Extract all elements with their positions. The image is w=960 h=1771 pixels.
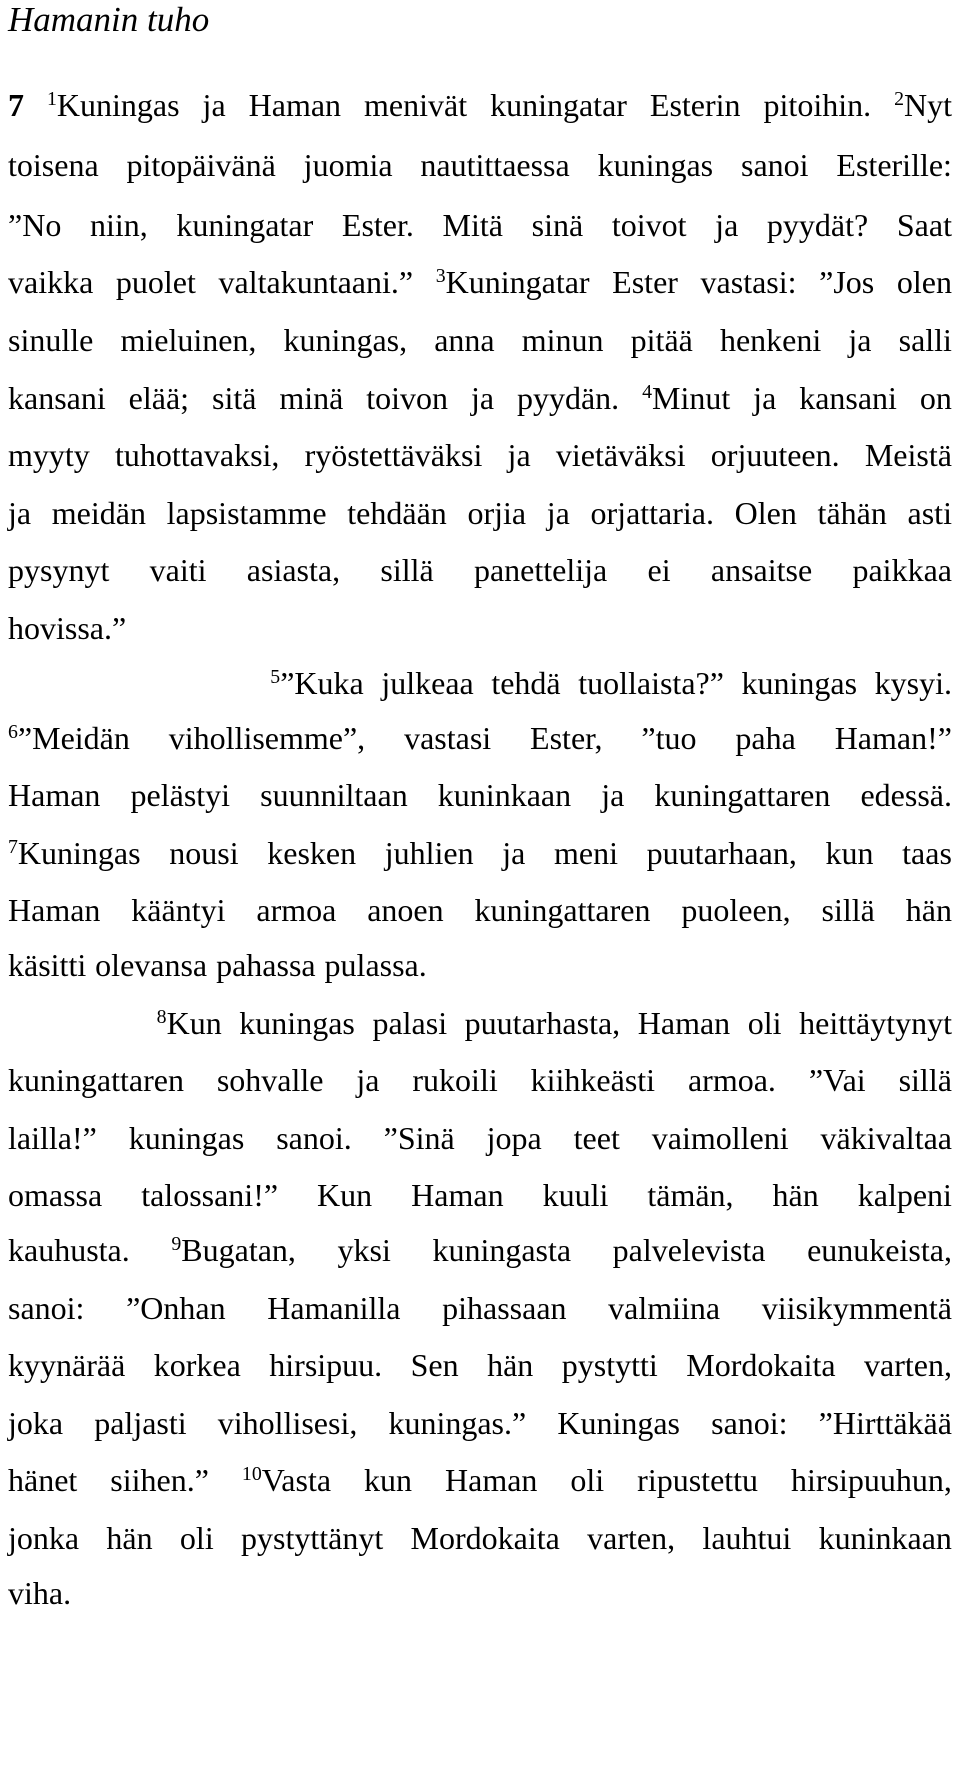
word: $^2$Nyt — [894, 87, 952, 123]
word: ei — [647, 552, 671, 588]
word: menivät — [364, 87, 468, 123]
word: anna — [434, 322, 495, 358]
word: Mordokaita — [686, 1347, 836, 1383]
word: pahassa — [216, 947, 316, 983]
word: ja — [356, 1062, 380, 1098]
word: talossani!” — [141, 1177, 279, 1213]
word: sillä — [821, 892, 875, 928]
text-line — [8, 890, 952, 930]
word: Mordokaita — [410, 1520, 560, 1556]
word: pihassaan — [442, 1290, 567, 1326]
word: oli — [570, 1462, 605, 1498]
word: kuningas, — [283, 322, 408, 358]
word: kuningatar — [490, 87, 627, 123]
word: pyydät? — [766, 207, 869, 243]
text-line — [8, 320, 952, 360]
text-line — [8, 435, 952, 475]
word: $^{10}$Vasta — [241, 1462, 332, 1498]
word: hovissa.” — [8, 610, 127, 646]
word: Kun — [317, 1177, 373, 1213]
word: taas — [902, 835, 952, 871]
word: toivon — [366, 380, 449, 416]
word: ryöstettäväksi — [304, 437, 483, 473]
word: hän — [487, 1347, 534, 1383]
word: paha — [735, 720, 796, 756]
verse-number: 5 — [270, 666, 281, 689]
word: kääntyi — [131, 892, 226, 928]
word: asiasta, — [246, 552, 341, 588]
text-line — [8, 1403, 952, 1443]
word: puoleen, — [681, 892, 791, 928]
word: kiihkeästi — [530, 1062, 656, 1098]
word: tämän, — [647, 1177, 734, 1213]
verse-number: 2 — [894, 88, 904, 111]
word: Haman — [8, 777, 101, 813]
word: nautittaessa — [420, 147, 570, 183]
chapter-heading: Hamanin tuho — [8, 0, 210, 39]
word: kuningas — [239, 1005, 355, 1041]
word: pelästyi — [130, 777, 231, 813]
word: joka — [8, 1405, 64, 1441]
word: ja — [507, 437, 531, 473]
verse-number: 8 — [156, 1006, 167, 1029]
word: jonka — [8, 1520, 80, 1556]
word: salli — [898, 322, 952, 358]
word: vietäväksi — [555, 437, 686, 473]
word: kansani — [799, 380, 897, 416]
word: olevansa — [95, 947, 208, 983]
text-line — [8, 1060, 952, 1100]
word: heittäytynyt — [799, 1005, 952, 1041]
word: viisikymmentä — [761, 1290, 952, 1326]
word: ja — [502, 835, 526, 871]
word: palasi — [372, 1005, 448, 1041]
word: sitä — [211, 380, 257, 416]
word: meidän — [51, 495, 146, 531]
word: anoen — [367, 892, 444, 928]
word: kuninkaan — [437, 777, 572, 813]
word: hirsipuuhun, — [791, 1462, 952, 1498]
word: ja — [715, 207, 739, 243]
word: vastasi: — [700, 264, 797, 300]
word: mieluinen, — [120, 322, 257, 358]
text-line — [8, 663, 952, 703]
word: oli — [747, 1005, 782, 1041]
text-line — [8, 85, 952, 125]
word: ja — [202, 87, 226, 123]
word: valtakuntaani.” — [218, 264, 414, 300]
word: asti — [907, 495, 952, 531]
word: minun — [521, 322, 604, 358]
word: $^5$”Kuka — [270, 665, 364, 701]
word: vaimolleni — [651, 1120, 789, 1156]
word: $^7$Kuningas — [8, 835, 141, 871]
word: kuningasta — [432, 1232, 572, 1268]
text-line — [8, 1345, 952, 1385]
word: pysynyt — [8, 552, 110, 588]
word: panettelija — [473, 552, 608, 588]
word: elää; — [128, 380, 190, 416]
word: pitopäivänä — [126, 147, 276, 183]
word: julkeaa — [381, 665, 474, 701]
word: puutarhaan, — [646, 835, 797, 871]
word: tehdä — [491, 665, 561, 701]
word: ja — [753, 380, 777, 416]
word: yksi — [337, 1232, 391, 1268]
word: ripustettu — [637, 1462, 759, 1498]
text-line — [8, 945, 952, 985]
word: hän — [106, 1520, 153, 1556]
word: tehdään — [347, 495, 447, 531]
word: armoa — [256, 892, 337, 928]
word: Haman — [248, 87, 342, 123]
word: Esterin — [649, 87, 741, 123]
verse-number: 1 — [46, 88, 57, 111]
word: sillä — [380, 552, 434, 588]
word: paljasti — [94, 1405, 187, 1441]
word: paikkaa — [852, 552, 952, 588]
word: armoa. — [687, 1062, 776, 1098]
word: orjuuteen. — [710, 437, 840, 473]
word: kuuli — [542, 1177, 609, 1213]
word: tuollaista?” — [578, 665, 724, 701]
word: juhlien — [384, 835, 474, 871]
word: lailla!” — [8, 1120, 97, 1156]
word: sillä — [898, 1062, 952, 1098]
text-line — [8, 262, 952, 302]
word: $^4$Minut — [642, 380, 731, 416]
word: teet — [573, 1120, 620, 1156]
word: pitoihin. — [763, 87, 872, 123]
word: Haman — [637, 1005, 731, 1041]
word: sanoi — [741, 147, 809, 183]
word: Olen — [734, 495, 797, 531]
text-line — [8, 1518, 952, 1558]
word: niin, — [89, 207, 148, 243]
word: Ester. — [341, 207, 414, 243]
word: kuningas.” — [388, 1405, 527, 1441]
word: pitää — [630, 322, 693, 358]
text-line — [8, 1460, 952, 1500]
word: ”Jos — [819, 264, 875, 300]
word: Haman!” — [834, 720, 952, 756]
verse-number: 3 — [435, 265, 446, 288]
word: hirsipuu. — [269, 1347, 383, 1383]
text-line — [8, 378, 952, 418]
word: palvelevista — [612, 1232, 766, 1268]
word: kyynärää — [8, 1347, 126, 1383]
text-line — [8, 1573, 952, 1613]
word: vihollisemme”, — [168, 720, 366, 756]
word: ansaitse — [710, 552, 813, 588]
word: pulassa. — [324, 947, 427, 983]
word: $^6$”Meidän — [8, 720, 130, 756]
word: kuninkaan — [818, 1520, 952, 1556]
word: juomia — [303, 147, 393, 183]
word: väkivaltaa — [820, 1120, 952, 1156]
word: Hamanilla — [267, 1290, 401, 1326]
word: siihen.” — [110, 1462, 209, 1498]
text-line — [8, 718, 952, 758]
text-line — [8, 833, 952, 873]
word: tähän — [817, 495, 887, 531]
word: on — [919, 380, 952, 416]
verse-number: 10 — [241, 1463, 262, 1486]
word: käsitti — [8, 947, 87, 983]
word: kuningattaren — [8, 1062, 184, 1098]
word: Ester, — [530, 720, 603, 756]
word: ja — [601, 777, 625, 813]
chapter-number: 7 — [8, 87, 24, 123]
text-line — [8, 775, 952, 815]
word: sanoi: — [711, 1405, 788, 1441]
word: ”tuo — [641, 720, 697, 756]
word: kauhusta. — [8, 1232, 130, 1268]
word: meni — [554, 835, 619, 871]
word: Saat — [896, 207, 952, 243]
word: minä — [279, 380, 344, 416]
word: edessä. — [860, 777, 952, 813]
verse-number: 6 — [8, 721, 18, 744]
word: kysyi. — [874, 665, 952, 701]
word: kansani — [8, 380, 106, 416]
text-line — [8, 1118, 952, 1158]
word: hänet — [8, 1462, 78, 1498]
word: lauhtui — [702, 1520, 792, 1556]
word: pystytti — [561, 1347, 658, 1383]
word: kalpeni — [857, 1177, 952, 1213]
word: kuningattaren — [654, 777, 831, 813]
text-line — [8, 1288, 952, 1328]
word: ”No — [8, 207, 62, 243]
word: sinulle — [8, 322, 94, 358]
word: hän — [905, 892, 952, 928]
word: viha. — [8, 1575, 72, 1611]
word: ja — [470, 380, 495, 416]
word: varten, — [864, 1347, 952, 1383]
word: vastasi — [404, 720, 492, 756]
word: $^1$Kuningas — [46, 87, 180, 123]
word: sinä — [531, 207, 584, 243]
word: kuningas — [128, 1120, 245, 1156]
word: korkea — [153, 1347, 241, 1383]
word: kuningatar — [176, 207, 314, 243]
word: pystyttänyt — [241, 1520, 384, 1556]
verse-number: 4 — [642, 381, 653, 404]
word: ”Hirttäkää — [818, 1405, 952, 1441]
word: Esterille: — [836, 147, 952, 183]
text-line — [8, 145, 952, 185]
text-line — [8, 1175, 952, 1215]
word: kun — [825, 835, 874, 871]
word: nousi — [169, 835, 239, 871]
word: Haman — [8, 892, 101, 928]
text-line — [8, 493, 952, 533]
text-line — [8, 550, 952, 590]
word: ja — [8, 495, 32, 531]
word: jopa — [486, 1120, 542, 1156]
word: $^3$Kuningatar — [435, 264, 590, 300]
word: olen — [896, 264, 952, 300]
word: oli — [179, 1520, 214, 1556]
text-line — [8, 1230, 952, 1270]
word: ja — [848, 322, 872, 358]
word: $^8$Kun — [156, 1005, 222, 1041]
word: pyydän. — [516, 380, 620, 416]
word: vaiti — [149, 552, 207, 588]
word: ”Vai — [808, 1062, 866, 1098]
word: sanoi: — [8, 1290, 85, 1326]
word: varten, — [587, 1520, 676, 1556]
text-line — [8, 1003, 952, 1043]
word: henkeni — [719, 322, 822, 358]
word: ja — [546, 495, 570, 531]
word: kuningas — [741, 665, 858, 701]
word: rukoili — [412, 1062, 498, 1098]
word: tuhottavaksi, — [114, 437, 280, 473]
word: toivot — [611, 207, 687, 243]
word: Sen — [410, 1347, 459, 1383]
word: Kuningas — [557, 1405, 680, 1441]
word: lapsistamme — [166, 495, 327, 531]
word: kesken — [267, 835, 357, 871]
word: toisena — [8, 147, 99, 183]
word: $^9$Bugatan, — [171, 1232, 296, 1268]
word: ”Sinä — [383, 1120, 455, 1156]
text-line — [8, 608, 952, 648]
word: kuningattaren — [474, 892, 651, 928]
word: puutarhasta, — [464, 1005, 621, 1041]
word: puolet — [115, 264, 196, 300]
word: Haman — [445, 1462, 538, 1498]
word: Haman — [411, 1177, 504, 1213]
word: Mitä — [442, 207, 503, 243]
word: vihollisesi, — [217, 1405, 358, 1441]
word: myyty — [8, 437, 90, 473]
chapter-marker — [8, 85, 24, 125]
word: sohvalle — [216, 1062, 324, 1098]
word: Meistä — [864, 437, 952, 473]
word: Ester — [612, 264, 678, 300]
verse-number: 9 — [171, 1233, 182, 1256]
word: orjattaria. — [590, 495, 714, 531]
word: kun — [364, 1462, 413, 1498]
word: omassa — [8, 1177, 103, 1213]
word: orjia — [467, 495, 527, 531]
word: eunukeista, — [807, 1232, 952, 1268]
verse-number: 7 — [8, 836, 18, 859]
word: ”Onhan — [126, 1290, 226, 1326]
word: suunniltaan — [260, 777, 408, 813]
word: vaikka — [8, 264, 94, 300]
text-line — [8, 205, 952, 245]
word: hän — [772, 1177, 819, 1213]
word: kuningas — [597, 147, 714, 183]
word: valmiina — [608, 1290, 721, 1326]
word: sanoi. — [276, 1120, 352, 1156]
